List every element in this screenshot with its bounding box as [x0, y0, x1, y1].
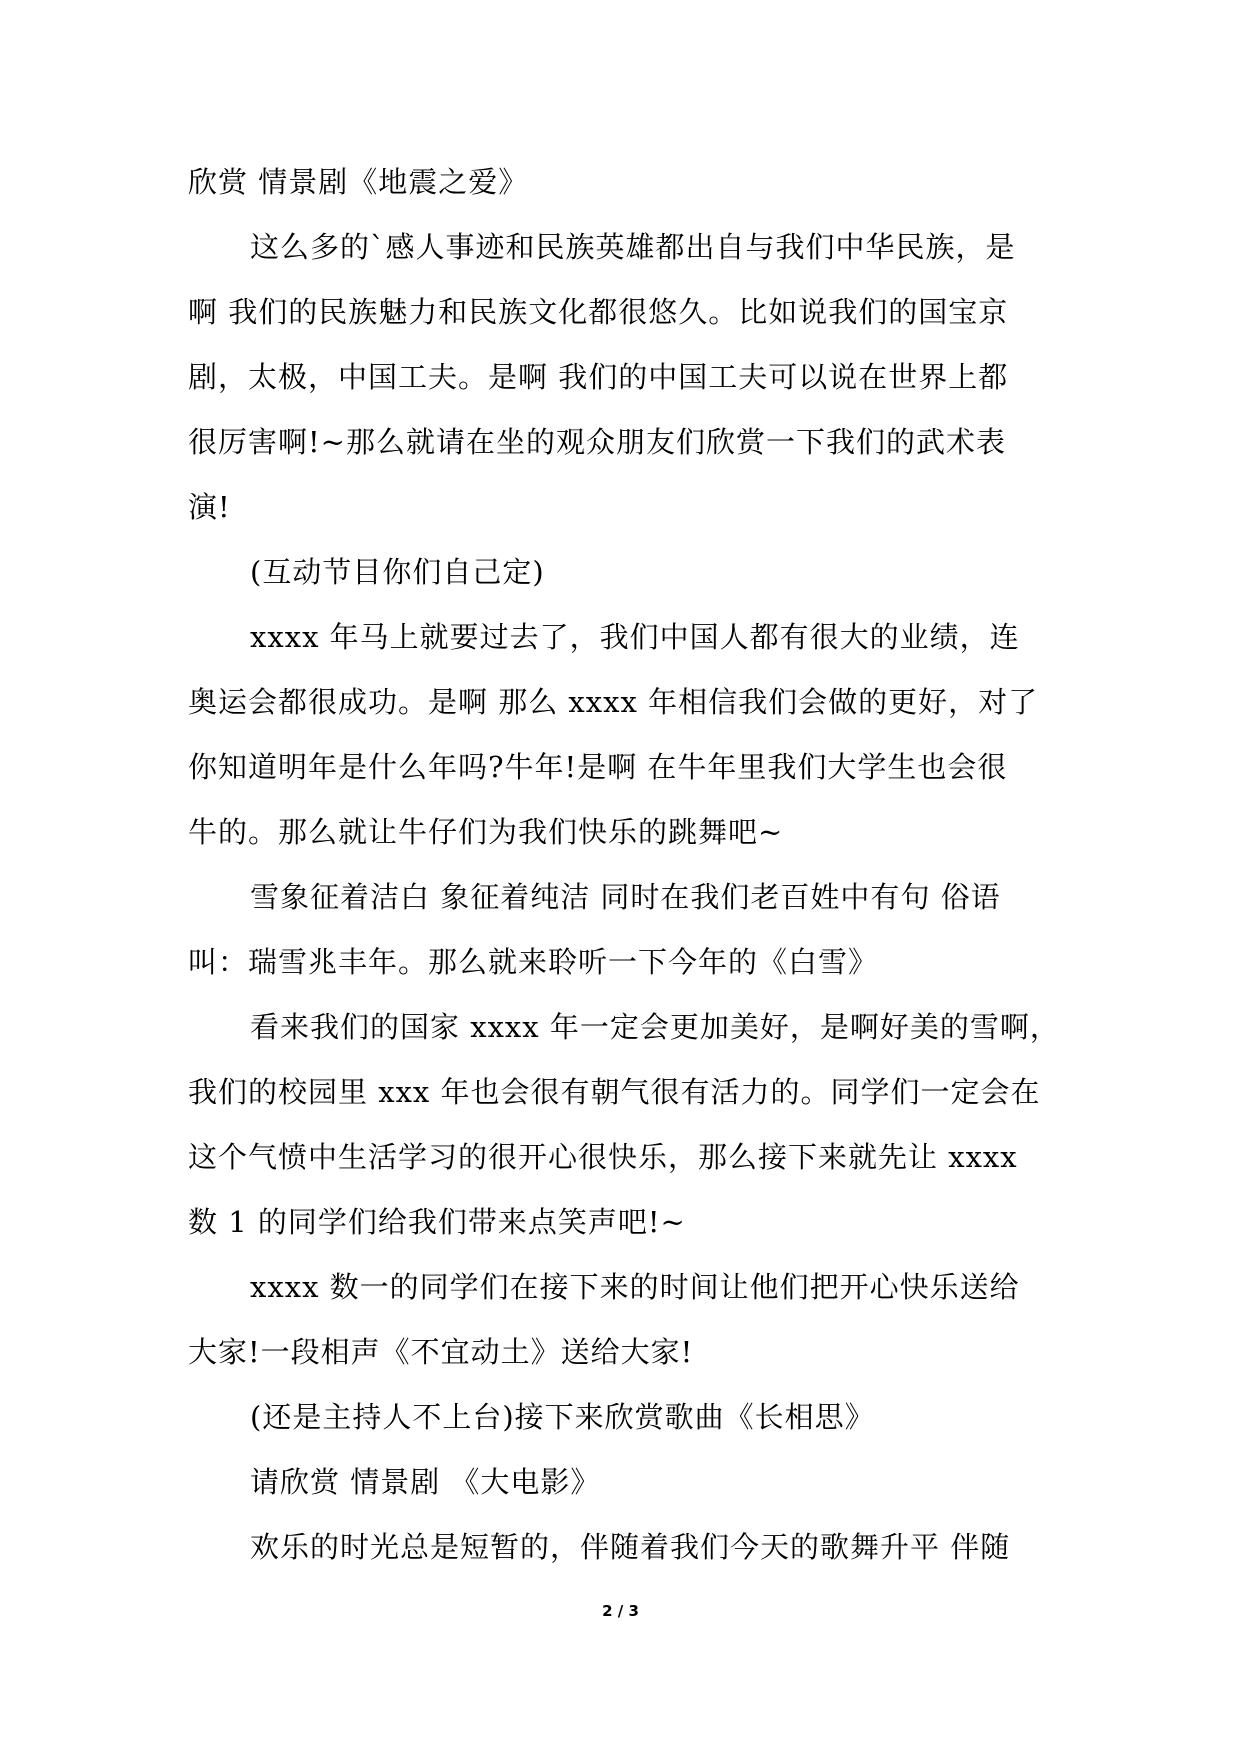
text-line: 数 1 的同学们给我们带来点笑声吧!~	[188, 1205, 686, 1239]
text-line: 看来我们的国家 xxxx 年一定会更加美好，是啊好美的雪啊，	[250, 1010, 1060, 1044]
text-line: 欣赏 情景剧《地震之爱》	[188, 165, 529, 199]
text-line: (还是主持人不上台)接下来欣赏歌曲《长相思》	[250, 1400, 875, 1434]
text-line: 你知道明年是什么年吗?牛年!是啊 在牛年里我们大学生也会很	[188, 750, 1008, 784]
text-line: 奥运会都很成功。是啊 那么 xxxx 年相信我们会做的更好，对了	[188, 685, 1039, 719]
text-line: 这个气愤中生活学习的很开心很快乐，那么接下来就先让 xxxx	[188, 1140, 1018, 1174]
text-line: 牛的。那么就让牛仔们为我们快乐的跳舞吧~	[188, 815, 784, 849]
text-line: 雪象征着洁白 象征着纯洁 同时在我们老百姓中有句 俗语	[250, 880, 1001, 914]
text-line: 演!	[188, 490, 231, 524]
text-line: 欢乐的时光总是短暂的，伴随着我们今天的歌舞升平 伴随	[250, 1530, 1011, 1564]
text-line: 叫：瑞雪兆丰年。那么就来聆听一下今年的《白雪》	[188, 945, 879, 979]
text-line: 这么多的`感人事迹和民族英雄都出自与我们中华民族，是	[250, 230, 1016, 264]
text-line: 啊 我们的民族魅力和民族文化都很悠久。比如说我们的国宝京	[188, 295, 1009, 329]
text-line: 请欣赏 情景剧 《大电影》	[250, 1465, 601, 1499]
text-line: 剧，太极，中国工夫。是啊 我们的中国工夫可以说在世界上都	[188, 360, 1009, 394]
text-line: 我们的校园里 xxx 年也会很有朝气很有活力的。同学们一定会在	[188, 1075, 1041, 1109]
text-line: 很厉害啊!~那么就请在坐的观众朋友们欣赏一下我们的武术表	[188, 425, 1006, 459]
text-line: (互动节目你们自己定)	[250, 555, 545, 589]
text-line: xxxx 数一的同学们在接下来的时间让他们把开心快乐送给	[250, 1270, 1020, 1304]
text-line: 大家!一段相声《不宜动土》送给大家!	[188, 1335, 694, 1369]
page-number: 2 / 3	[602, 1602, 639, 1620]
document-body	[188, 150, 1060, 1580]
text-line: xxxx 年马上就要过去了，我们中国人都有很大的业绩，连	[250, 620, 1020, 654]
